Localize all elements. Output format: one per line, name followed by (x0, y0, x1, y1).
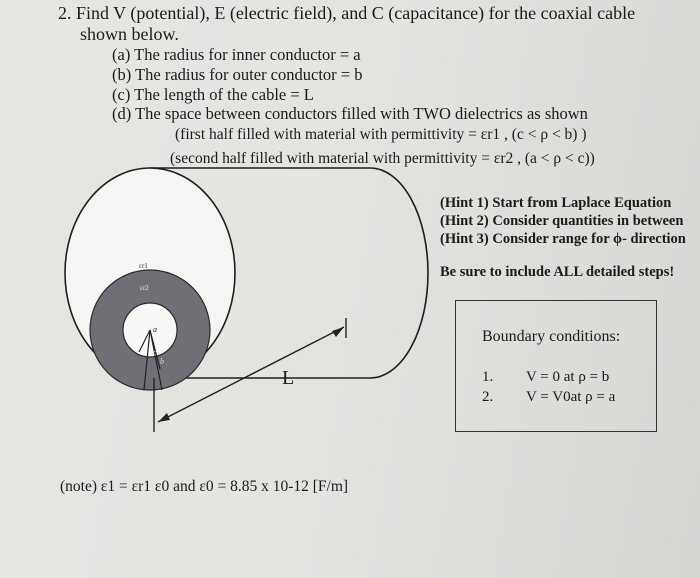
epsilon-r2-label: εr2 (140, 284, 149, 292)
note-text: (note) ε1 = εr1 ε0 and ε0 = 8.85 x 10-12 [F/m] (60, 478, 349, 495)
item-b: (b) The radius for outer conductor = b (112, 65, 363, 84)
condition-1-text: V = 0 at ρ = b (526, 369, 610, 385)
second-half-note: (second half filled with material with permittivity = εr2 , (a < ρ < c)) (170, 150, 595, 167)
condition-2-text: V = V0at ρ = a (526, 389, 616, 405)
reminder-text: Be sure to include ALL detailed steps! (440, 264, 675, 280)
boundary-title: Boundary conditions: (482, 328, 621, 345)
epsilon-r1-label: εr1 (139, 262, 148, 270)
hint-1: (Hint 1) Start from Laplace Equation (440, 195, 672, 211)
condition-1-number: 1. (482, 369, 494, 385)
radius-c-label: c (153, 348, 157, 357)
question-line-2: shown below. (80, 24, 179, 44)
question-line-1: 2. Find V (potential), E (electric field), and C (capacitance) for the coaxial cable (58, 3, 636, 23)
hint-3: (Hint 3) Consider range for ϕ- direction (440, 231, 686, 247)
arrowhead-left (158, 413, 170, 422)
item-d: (d) The space between conductors filled with TWO dielectrics as shown (112, 104, 588, 123)
length-label: L (282, 367, 295, 389)
first-half-note: (first half filled with material with permittivity = εr1 , (c < ρ < b) ) (175, 126, 587, 143)
condition-2-number: 2. (482, 389, 494, 405)
item-c: (c) The length of the cable = L (112, 85, 314, 104)
hint-2: (Hint 2) Consider quantities in between (440, 213, 684, 229)
radius-b-label: b (160, 357, 164, 366)
radius-a-label: a (153, 325, 157, 334)
arrowhead-right (332, 327, 344, 337)
item-a: (a) The radius for inner conductor = a (112, 45, 361, 64)
